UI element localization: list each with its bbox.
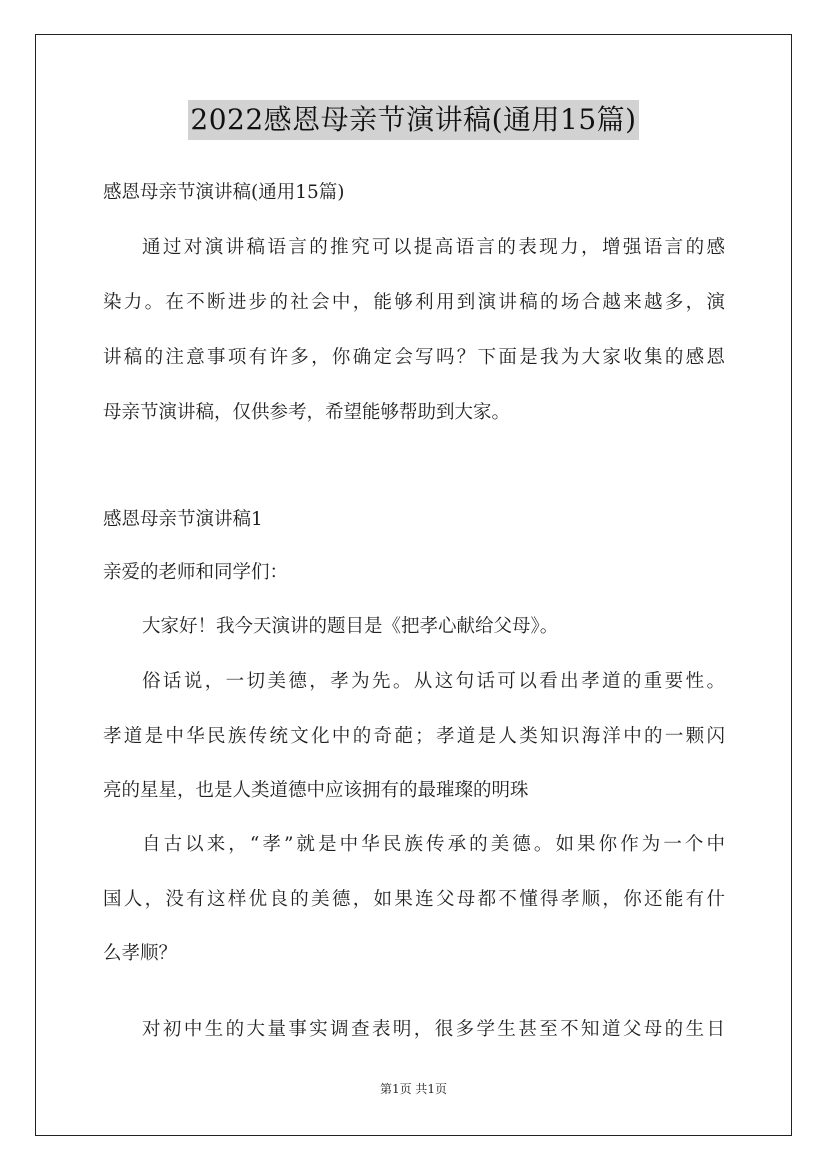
paragraph-line: 对初中生的大量事实调查表明，很多学生甚至不知道父母的生日	[142, 1019, 725, 1040]
salutation-line: 亲爱的老师和同学们：	[103, 562, 289, 583]
paragraph-line: 讲稿的注意事项有许多，你确定会写吗？下面是我为大家收集的感恩	[103, 347, 725, 368]
document-title: 2022感恩母亲节演讲稿(通用15篇)	[188, 100, 638, 140]
paragraph-line: 大家好！我今天演讲的题目是《把孝心献给父母》。	[142, 616, 559, 637]
paragraph-line: 亮的星星，也是人类道德中应该拥有的最璀璨的明珠	[103, 780, 529, 801]
paragraph-line: 俗话说，一切美德，孝为先。从这句话可以看出孝道的重要性。	[142, 671, 725, 692]
paragraph-line: 通过对演讲稿语言的推究可以提高语言的表现力，增强语言的感	[142, 237, 725, 258]
paragraph-line: 孝道是中华民族传统文化中的奇葩；孝道是人类知识海洋中的一颗闪	[103, 726, 725, 747]
section-heading: 感恩母亲节演讲稿1	[103, 509, 263, 530]
title-container	[0, 100, 827, 140]
paragraph-line: 么孝顺？	[103, 943, 178, 964]
paragraph-line: 染力。在不断进步的社会中，能够利用到演讲稿的场合越来越多，演	[103, 292, 725, 313]
paragraph-line: 国人，没有这样优良的美德，如果连父母都不懂得孝顺，你还能有什	[103, 889, 725, 910]
page-footer: 第1页 共1页	[379, 1082, 448, 1096]
subtitle-line: 感恩母亲节演讲稿(通用15篇)	[103, 182, 345, 203]
paragraph-line: 自古以来，“孝”就是中华民族传承的美德。如果你作为一个中	[142, 834, 725, 855]
paragraph-line: 母亲节演讲稿，仅供参考，希望能够帮助到大家。	[103, 402, 511, 423]
